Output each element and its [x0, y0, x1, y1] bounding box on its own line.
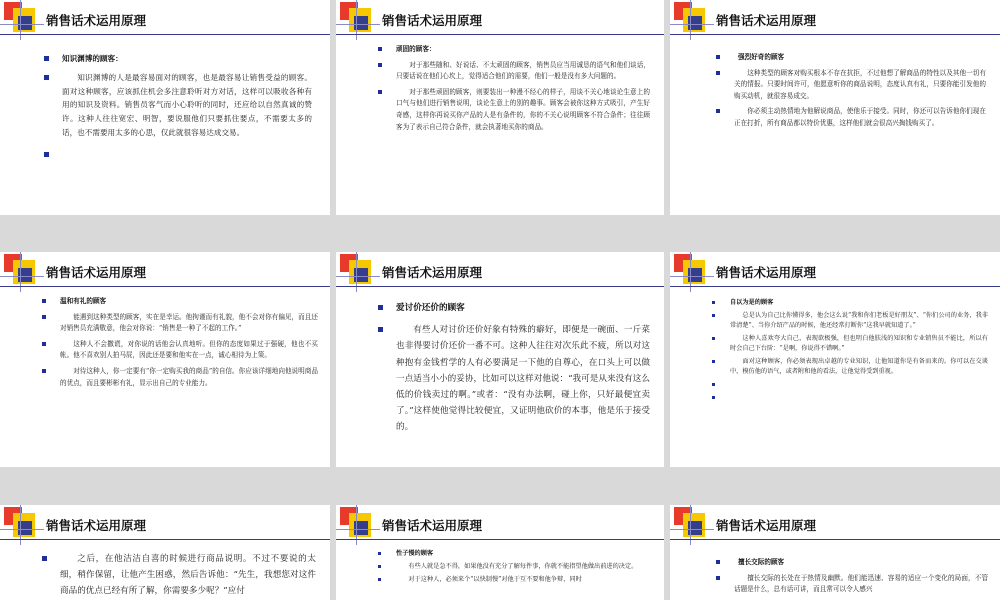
slide-5[interactable]	[336, 252, 664, 467]
list-item: 对于这种人，必须来个“以快制慢”对他于互不要和他争辩，同时	[376, 575, 650, 585]
bullet-icon	[44, 56, 49, 61]
bullet-icon	[378, 327, 383, 332]
list-item: 你必须主动热情地为他解说商品，使他乐于接受。同时，你还可以告诉他你们现在正在打折，所有商品都以特价优惠，这样他们就会很高兴掏钱购买了。	[714, 106, 986, 129]
bullet-icon	[712, 383, 715, 386]
slide-title: 销售话术运用原理	[716, 265, 817, 280]
bullet-icon	[712, 337, 715, 340]
bullet-icon	[712, 396, 715, 399]
list-item: 这种人喜欢夸大自己，表现欲极强，但也明白他肤浅的知识和专业销售员不能比，所以有时会自己下台阶：“是啊，你说得不错啊。”	[710, 334, 988, 354]
title-divider	[670, 539, 1000, 540]
list-item: 知识渊博的人是最容易面对的顾客，也是最容易让销售受益的顾客。面对这种顾客，应该抓住机会多注意聆听对方对话，这样可以吸收各种有用的知识及资料。销售员客气而小心聆听的同时，还应给以自然真诚的赞许。这种人往往宽宏、明智，要说服他们只要抓住要点，不需要太多的话，也不需要用太多的心思，仅此就很容易达成交易。	[42, 71, 312, 140]
list-item: 擅长交际的长处在于热情及幽默。他们能迅速、容易的适应一个变化的局面，不管话题是什么，总有话可讲，而且常可以令人感兴	[714, 573, 988, 596]
slide-title: 销售话术运用原理	[46, 13, 147, 28]
list-item: 对待这种人，你一定要有“你一定购买我的商品”的自信。你应该详细地向他说明商品的优点，而且要彬彬有礼，显示出自己的专业能力。	[40, 366, 318, 389]
title-divider	[336, 539, 664, 540]
title-divider	[0, 34, 330, 35]
list-item	[710, 380, 988, 390]
list-item: 之后，在他洁洁自喜的时候进行商品说明。不过不要说的太细，稍作保留，让他产生困惑，然后告诉他：“先生，我想您对这件商品的优点已经有所了解，你需要多少呢？”应付	[40, 551, 316, 600]
slide-content	[376, 44, 650, 137]
slide-content	[40, 296, 318, 393]
bullet-icon	[716, 109, 720, 113]
bullet-icon	[378, 63, 382, 67]
list-item: 顽固的顾客：	[376, 44, 650, 56]
slide-9[interactable]	[670, 505, 1000, 600]
list-item: 总是认为自己比你懂得多，他会这么说“我和你们老板是好朋友”、“你们公司的业务，我非常清楚”、当你介绍产品的时候，他还经常打断你“这我早就知道了。”	[710, 311, 988, 331]
bullet-icon	[712, 301, 715, 304]
slide-6[interactable]	[670, 252, 1000, 467]
slide-2[interactable]	[336, 0, 664, 215]
bullet-icon	[42, 556, 47, 561]
bullet-icon	[44, 75, 49, 80]
title-divider	[670, 34, 1000, 35]
slide-content	[714, 52, 986, 134]
list-item: 爱讨价还价的顾客	[376, 300, 650, 316]
list-item: 这种类型的顾客对购买根本不存在抗拒，不过他想了解商品的特性以及其他一切有关的情报。只要时间许可，他愿意听你的商品说明，态度认真有礼，只要你能引发他的购买动机，就很容易成交。	[714, 68, 986, 103]
title-divider	[336, 286, 664, 287]
slide-title: 销售话术运用原理	[716, 518, 817, 533]
list-item	[710, 393, 988, 403]
list-item: 擅长交际的顾客	[714, 557, 988, 569]
list-item: 温和有礼的顾客	[40, 296, 318, 308]
bullet-icon	[712, 360, 715, 363]
slide-content	[42, 52, 312, 167]
bullet-icon	[378, 565, 381, 568]
bullet-icon	[716, 71, 720, 75]
bullet-icon	[42, 369, 46, 373]
slide-content	[714, 557, 988, 600]
bullet-icon	[378, 578, 381, 581]
slide-title: 销售话术运用原理	[382, 265, 483, 280]
bullet-icon	[42, 342, 46, 346]
slide-content	[710, 298, 988, 406]
list-item: 对于那些随和、好说话、不太顽固的顾客，销售员应当用诚恳的语气和他们谈话，只要话说在他们心坎上，觉得适合他们的需要，他们一般是没有多大问题的。	[376, 60, 650, 83]
slide-title: 销售话术运用原理	[716, 13, 817, 28]
list-item: 有些人对讨价还价好象有特殊的癖好，即便是一碗面、一斤菜也非得要讨价还价一番不可。这种人往往对次乐此不疲，所以对这种抱有金钱哲学的人有必要满足一下他的自尊心，在口头上可以做一点适当小小的妥协，比如可以这样对他说：“我可是从来没有这么低的价钱卖过的啊。”或者：“没有办法啊，碰上你，只好最便宜卖了。”这样使他觉得比较便宜，又证明他砍价的本事，他是乐于接受的。	[376, 322, 650, 435]
slide-1[interactable]	[0, 0, 330, 215]
slide-title: 销售话术运用原理	[46, 265, 147, 280]
bullet-icon	[378, 47, 382, 51]
slide-8[interactable]	[336, 505, 664, 600]
slide-title: 销售话术运用原理	[382, 13, 483, 28]
bullet-icon	[378, 552, 381, 555]
slide-4[interactable]	[0, 252, 330, 467]
slide-content	[40, 551, 316, 600]
title-divider	[0, 539, 330, 540]
slide-7[interactable]	[0, 505, 330, 600]
title-divider	[0, 286, 330, 287]
list-item: 这种人不会撒谎，对你说的话他会认真地听。但你的态度如果过于强硬，他也不买帐。他不喜欢别人拍马屁，因此还是要和他实在一点，诚心相待为上策。	[40, 339, 318, 362]
bullet-icon	[716, 560, 720, 564]
list-item: 对于那些顽固的顾客，则要装出一种漫不经心的样子，用谈不关心地谈论生意上的口气与他们进行销售说明，谈论生意上的别的趣事。顾客会被你这种方式吸引，产生好奇感，这样你再说买你产品的人是有条件的，你的不关心说明顾客不符合条件；往往顾客为了表示自己符合条件，就会执著地买你的商品。	[376, 87, 650, 133]
list-item: 有些人就是急不得，如果他没有充分了解每件事，你就不能指望他做出前进的决定。	[376, 562, 650, 572]
slide-content	[376, 549, 650, 588]
list-item: 性子慢的顾客	[376, 549, 650, 559]
slide-title: 销售话术运用原理	[382, 518, 483, 533]
bullet-icon	[42, 299, 46, 303]
slide-title: 销售话术运用原理	[46, 518, 147, 533]
title-divider	[670, 286, 1000, 287]
list-item: 面对这种顾客，你必须表现出卓越的专业知识，让他知道你是有备而来的。你可以在交谈中，模仿他的语气，或者附和他的看法，让他觉得受到重视。	[710, 357, 988, 377]
bullet-icon	[42, 315, 46, 319]
bullet-icon	[716, 55, 720, 59]
slide-3[interactable]	[670, 0, 1000, 215]
bullet-icon	[44, 152, 49, 157]
list-item: 自以为是的顾客	[710, 298, 988, 308]
bullet-icon	[716, 576, 720, 580]
list-item: 能遇到这种类型的顾客，实在是幸运。他拘谨而有礼貌，他不会对你有偏见，而且还对销售员充满敬意，他会对你说：“销售是一种了不起的工作。”	[40, 312, 318, 335]
bullet-icon	[378, 305, 383, 310]
bullet-icon	[378, 90, 382, 94]
title-divider	[336, 34, 664, 35]
slide-content	[376, 300, 650, 442]
list-item: 知识渊博的顾客：	[42, 52, 312, 66]
bullet-icon	[712, 314, 715, 317]
list-item: 强烈好奇的顾客	[714, 52, 986, 64]
list-item	[42, 148, 312, 162]
